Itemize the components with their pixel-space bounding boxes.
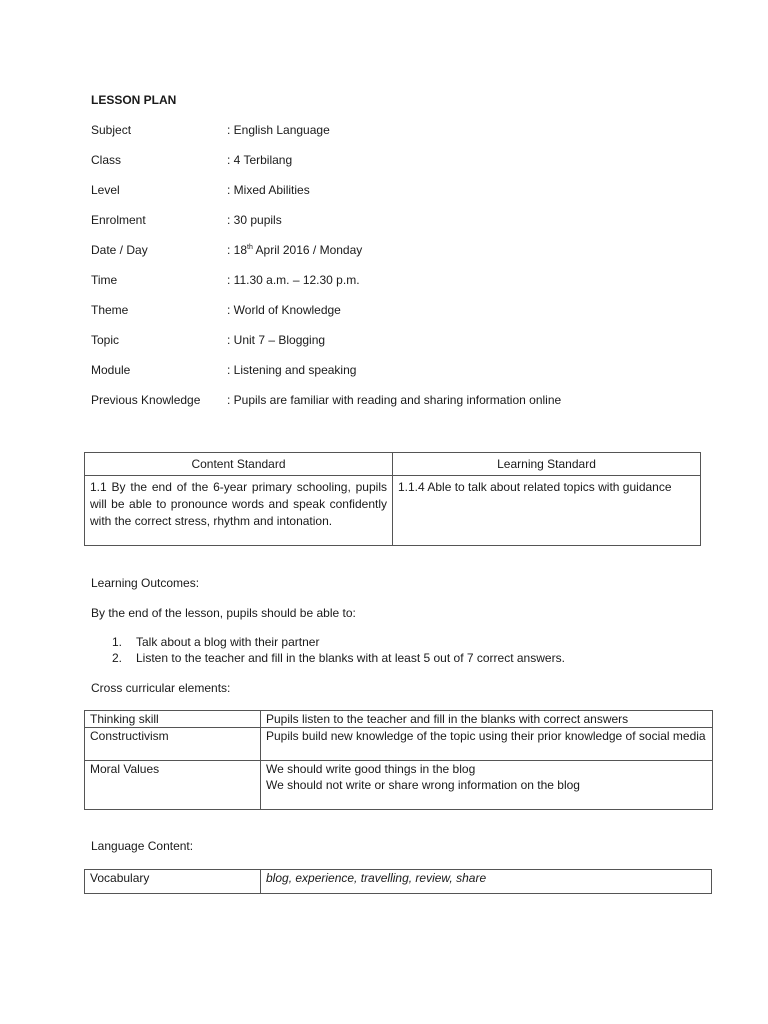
info-row-level: [91, 183, 731, 199]
info-label: Module: [91, 363, 131, 377]
info-value: [227, 243, 362, 257]
learning-outcomes-intro: By the end of the lesson, pupils should be able to:: [91, 606, 356, 620]
info-row-previous-knowledge: [91, 393, 731, 409]
learning-outcomes-heading: Learning Outcomes:: [91, 576, 200, 590]
vocabulary-label: Vocabulary: [85, 870, 261, 894]
info-label: Previous Knowledge: [91, 393, 201, 407]
info-label: Topic: [91, 333, 120, 347]
info-label: Class: [91, 153, 122, 167]
language-content-table: [84, 869, 712, 894]
info-value: : 30 pupils: [227, 213, 282, 227]
info-row-topic: [91, 333, 731, 349]
info-label: Time: [91, 273, 118, 287]
cross-curricular-table: [84, 710, 713, 810]
element-description: Pupils listen to the teacher and fill in the blanks with correct answers: [261, 711, 713, 728]
content-standard-cell: 1.1 By the end of the 6-year primary schooling, pupils will be able to pronounce words and speak confidently with the correct stress, rhythm and intonation.: [85, 476, 393, 546]
standards-header-row: [85, 453, 701, 476]
content-standard-header: Content Standard: [85, 453, 393, 476]
info-value: : Listening and speaking: [227, 363, 357, 377]
list-number: 2.: [112, 651, 123, 665]
info-row-date: [91, 243, 731, 259]
list-text: Listen to the teacher and fill in the blanks with at least 5 out of 7 correct answers.: [136, 651, 565, 665]
info-label: Subject: [91, 123, 132, 137]
moral-value-line: We should not write or share wrong information on the blog: [266, 778, 580, 792]
info-value: : Unit 7 – Blogging: [227, 333, 326, 347]
element-description: Pupils build new knowledge of the topic using their prior knowledge of social media: [261, 728, 713, 761]
info-value: : World of Knowledge: [227, 303, 341, 317]
standards-table: [84, 452, 701, 546]
info-row-time: [91, 273, 731, 289]
info-value: : English Language: [227, 123, 330, 137]
date-day-number: : 18: [227, 243, 248, 257]
date-rest: April 2016 / Monday: [252, 243, 363, 257]
info-row-module: [91, 363, 731, 379]
learning-standard-header: Learning Standard: [393, 453, 701, 476]
element-label: Constructivism: [85, 728, 261, 761]
info-label: Date / Day: [91, 243, 148, 257]
info-value: : Pupils are familiar with reading and sharing information online: [227, 393, 562, 407]
list-number: 1.: [112, 635, 123, 649]
element-description: [261, 761, 713, 810]
element-label: Moral Values: [85, 761, 261, 810]
info-value: : Mixed Abilities: [227, 183, 310, 197]
table-row: [85, 870, 712, 894]
info-row-enrolment: [91, 213, 731, 229]
date-ordinal-suffix: th: [247, 244, 253, 251]
vocabulary-value: blog, experience, travelling, review, share: [261, 870, 712, 894]
info-label: Level: [91, 183, 120, 197]
language-content-heading: Language Content:: [91, 839, 194, 853]
info-label: Enrolment: [91, 213, 146, 227]
info-value: : 11.30 a.m. – 12.30 p.m.: [227, 273, 360, 287]
info-row-class: [91, 153, 731, 169]
learning-standard-cell: 1.1.4 Able to talk about related topics with guidance: [393, 476, 701, 546]
info-row-theme: [91, 303, 731, 319]
table-row: [85, 728, 713, 761]
info-label: Theme: [91, 303, 129, 317]
standards-body-row: [85, 476, 701, 546]
element-label: Thinking skill: [85, 711, 261, 728]
table-row: [85, 761, 713, 810]
moral-value-line: We should write good things in the blog: [266, 762, 476, 776]
info-value: : 4 Terbilang: [227, 153, 293, 167]
info-row-subject: [91, 123, 731, 139]
list-text: Talk about a blog with their partner: [136, 635, 320, 649]
table-row: [85, 711, 713, 728]
document-title: LESSON PLAN: [91, 93, 177, 107]
cross-curricular-heading: Cross curricular elements:: [91, 681, 231, 695]
